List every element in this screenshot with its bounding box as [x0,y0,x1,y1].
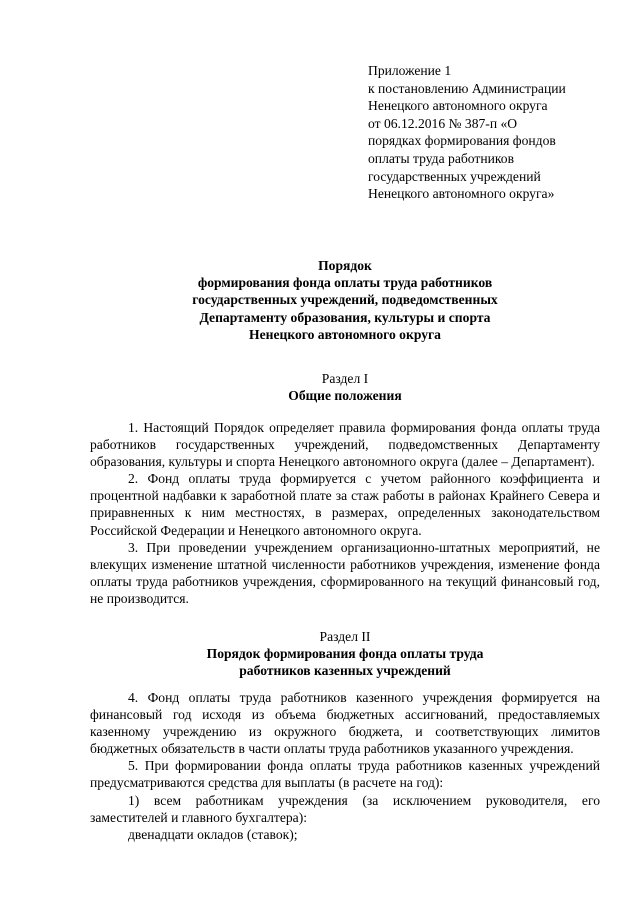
section2-heading-line: работников казенных учреждений [239,663,451,679]
appendix-line: к постановлению Администрации [368,80,566,96]
section1-label: Раздел I [321,371,369,386]
section1-header [90,370,600,404]
section1-paragraph-2: 2. Фонд оплаты труда формируется с учетом районного коэффициента и процентной надбавки к заработной плате за стаж работы в районах Крайнего Севера и приравненных к ним местностях, в размерах, определенных законодательством Российской Федерации и Ненецкого автономного округа. [90,471,600,538]
section1-heading: Общие положения [288,388,402,404]
appendix-line: порядках формирования фондов [368,133,556,149]
section2-heading-line: Порядок формирования фонда оплаты труда [206,646,484,662]
appendix-line: от 06.12.2016 № 387-п «О [368,115,518,131]
appendix-line: Приложение 1 [368,63,452,78]
appendix-line: оплаты труда работников [368,150,515,166]
section1-paragraph-3: 3. При проведении учреждением организационно-штатных мероприятий, не влекущих изменение штатной численности работников учреждения, изменение фонда оплаты труда работников учреждения, сформированного на текущий финансовый год, не производится. [90,539,600,606]
section2-item-1-detail: двенадцати окладов (ставок); [128,826,298,842]
section2-item-1: 1) всем работникам учреждения (за исключением руководителя, его заместителей и главного бухгалтера): [90,792,600,825]
title-line: Департаменту образования, культуры и спорта [199,309,491,325]
section2-body [90,689,600,843]
section1-body [90,419,600,607]
section2-paragraph-4: 4. Фонд оплаты труда работников казенного учреждения формируется на финансовый год исходя из объема бюджетных ассигнований, предоставляемых казенному учреждению из окружного бюджета, и соответствующих лимитов бюджетных обязательств в части оплаты труда работников указанного учреждения. [90,690,600,757]
title-line: Порядок [318,258,372,273]
title-line: формирования фонда оплаты труда работников [197,275,493,291]
section2-label: Раздел II [319,629,371,644]
appendix-line: Ненецкого автономного округа [368,98,548,114]
appendix-line: государственных учреждений [368,168,541,184]
appendix-note [368,62,618,203]
section1-paragraph-1: 1. Настоящий Порядок определяет правила формирования фонда оплаты труда работников государственных учреждений, подведомственных Департаменту образования, культуры и спорта Ненецкого автономного округа (далее – Департамент). [90,420,600,470]
section2-header [90,628,600,680]
document-title [90,257,600,343]
title-line: государственных учреждений, подведомственных [192,292,498,308]
appendix-line: Ненецкого автономного округа» [368,186,555,202]
section2-paragraph-5: 5. При формировании фонда оплаты труда работников казенных учреждений предусматриваются средства для выплаты (в расчете на год): [90,758,600,791]
title-line: Ненецкого автономного округа [249,326,441,342]
